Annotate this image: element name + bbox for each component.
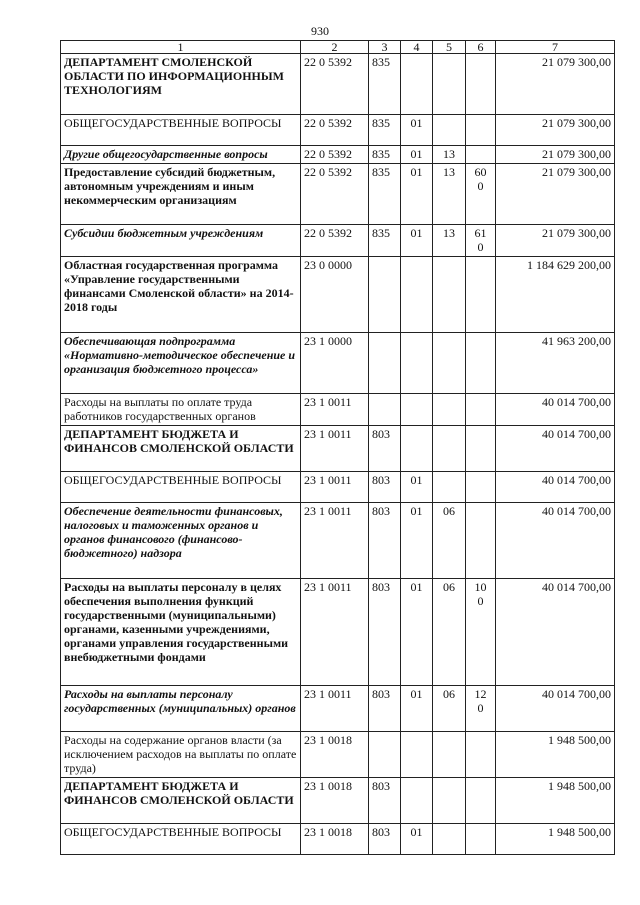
table-body [61,54,615,855]
row-expense-type-code [466,426,496,472]
row-target-code: 23 1 0011 [301,686,369,732]
row-name: ОБЩЕГОСУДАРСТВЕННЫЕ ВОПРОСЫ [61,472,301,503]
row-subsection-code [433,394,466,426]
row-section-code: 01 [401,164,433,225]
row-subsection-code [433,732,466,778]
row-expense-type-code: 61 0 [466,225,496,257]
row-department-code: 803 [369,824,401,855]
row-department-code: 803 [369,426,401,472]
row-department-code: 803 [369,686,401,732]
row-section-code [401,257,433,333]
table-row [61,115,615,146]
row-section-code: 01 [401,579,433,686]
row-amount: 21 079 300,00 [496,146,615,164]
row-department-code: 835 [369,164,401,225]
row-subsection-code [433,426,466,472]
row-name: Обеспечивающая подпрограмма «Нормативно-методическое обеспечение и организация бюджетного процесса» [61,333,301,394]
row-section-code: 01 [401,225,433,257]
table-row [61,54,615,115]
row-department-code: 835 [369,115,401,146]
row-target-code: 23 1 0011 [301,503,369,579]
row-subsection-code: 13 [433,225,466,257]
table-row [61,824,615,855]
row-subsection-code [433,824,466,855]
row-expense-type-code [466,115,496,146]
row-expense-type-code [466,257,496,333]
table-row [61,394,615,426]
row-section-code: 01 [401,115,433,146]
row-subsection-code [433,54,466,115]
row-name: ОБЩЕГОСУДАРСТВЕННЫЕ ВОПРОСЫ [61,824,301,855]
row-section-code [401,394,433,426]
column-number-5: 5 [433,41,466,54]
row-name: ОБЩЕГОСУДАРСТВЕННЫЕ ВОПРОСЫ [61,115,301,146]
row-section-code [401,426,433,472]
row-subsection-code [433,115,466,146]
row-target-code: 23 1 0011 [301,426,369,472]
row-amount: 41 963 200,00 [496,333,615,394]
row-expense-type-code [466,732,496,778]
row-amount: 40 014 700,00 [496,426,615,472]
table-row [61,225,615,257]
row-name: Расходы на выплаты персоналу в целях обеспечения выполнения функций государственными (муниципальными) органами, казенными учреждениями, органами управления государственными внебюджетными фондами [61,579,301,686]
row-expense-type-code [466,333,496,394]
row-name: Обеспечение деятельности финансовых, налоговых и таможенных органов и органов финансового (финансово-бюджетного) надзора [61,503,301,579]
row-expense-type-code [466,503,496,579]
table-row [61,257,615,333]
row-subsection-code [433,257,466,333]
table-row [61,503,615,579]
row-section-code: 01 [401,472,433,503]
row-target-code: 23 1 0011 [301,579,369,686]
row-subsection-code: 06 [433,686,466,732]
row-section-code [401,732,433,778]
row-target-code: 23 1 0018 [301,824,369,855]
row-department-code [369,333,401,394]
row-amount: 40 014 700,00 [496,503,615,579]
row-subsection-code: 06 [433,503,466,579]
row-name: ДЕПАРТАМЕНТ БЮДЖЕТА И ФИНАНСОВ СМОЛЕНСКОЙ ОБЛАСТИ [61,426,301,472]
row-expense-type-code: 12 0 [466,686,496,732]
row-department-code [369,732,401,778]
page-number: 930 [311,24,329,38]
row-section-code [401,778,433,824]
row-name: Предоставление субсидий бюджетным, автономным учреждениям и иным некоммерческим организациям [61,164,301,225]
row-target-code: 22 0 5392 [301,146,369,164]
row-amount: 1 948 500,00 [496,778,615,824]
row-amount: 40 014 700,00 [496,472,615,503]
row-name: Другие общегосударственные вопросы [61,146,301,164]
row-subsection-code [433,472,466,503]
row-expense-type-code [466,394,496,426]
budget-table [60,40,615,855]
row-name: Расходы на содержание органов власти (за исключением расходов на выплаты по оплате труда) [61,732,301,778]
row-name: ДЕПАРТАМЕНТ СМОЛЕНСКОЙ ОБЛАСТИ ПО ИНФОРМАЦИОННЫМ ТЕХНОЛОГИЯМ [61,54,301,115]
row-target-code: 22 0 5392 [301,164,369,225]
row-department-code: 803 [369,503,401,579]
row-amount: 40 014 700,00 [496,686,615,732]
row-section-code: 01 [401,503,433,579]
row-section-code: 01 [401,824,433,855]
row-amount: 21 079 300,00 [496,115,615,146]
row-expense-type-code [466,824,496,855]
row-name: Расходы на выплаты персоналу государственных (муниципальных) органов [61,686,301,732]
column-number-1: 1 [61,41,301,54]
row-amount: 1 948 500,00 [496,732,615,778]
row-department-code: 835 [369,54,401,115]
row-expense-type-code [466,778,496,824]
row-section-code [401,54,433,115]
row-amount: 1 184 629 200,00 [496,257,615,333]
row-amount: 1 948 500,00 [496,824,615,855]
row-target-code: 23 1 0011 [301,472,369,503]
row-name: Субсидии бюджетным учреждениям [61,225,301,257]
column-number-6: 6 [466,41,496,54]
row-amount: 21 079 300,00 [496,164,615,225]
row-amount: 21 079 300,00 [496,225,615,257]
row-amount: 40 014 700,00 [496,579,615,686]
row-department-code: 803 [369,778,401,824]
row-department-code: 803 [369,472,401,503]
row-subsection-code: 06 [433,579,466,686]
row-subsection-code: 13 [433,164,466,225]
column-number-4: 4 [401,41,433,54]
column-number-7: 7 [496,41,615,54]
column-number-3: 3 [369,41,401,54]
row-amount: 40 014 700,00 [496,394,615,426]
row-amount: 21 079 300,00 [496,54,615,115]
row-target-code: 22 0 5392 [301,54,369,115]
table-row [61,778,615,824]
row-target-code: 23 1 0011 [301,394,369,426]
row-section-code [401,333,433,394]
row-name: Областная государственная программа «Управление государственными финансами Смоленской области» на 2014-2018 годы [61,257,301,333]
row-expense-type-code [466,54,496,115]
row-subsection-code [433,778,466,824]
row-department-code [369,394,401,426]
row-target-code: 22 0 5392 [301,225,369,257]
row-expense-type-code [466,472,496,503]
row-department-code: 835 [369,225,401,257]
row-target-code: 23 1 0018 [301,778,369,824]
column-number-2: 2 [301,41,369,54]
row-department-code: 835 [369,146,401,164]
table-row [61,426,615,472]
table-row [61,686,615,732]
row-department-code [369,257,401,333]
row-department-code: 803 [369,579,401,686]
table-header-row [61,41,615,54]
table-row [61,333,615,394]
table-row [61,164,615,225]
row-name: ДЕПАРТАМЕНТ БЮДЖЕТА И ФИНАНСОВ СМОЛЕНСКОЙ ОБЛАСТИ [61,778,301,824]
row-expense-type-code [466,146,496,164]
row-expense-type-code: 60 0 [466,164,496,225]
table-row [61,732,615,778]
row-target-code: 23 1 0000 [301,333,369,394]
row-target-code: 23 0 0000 [301,257,369,333]
row-name: Расходы на выплаты по оплате труда работников государственных органов [61,394,301,426]
table-row [61,146,615,164]
table-row [61,472,615,503]
row-target-code: 23 1 0018 [301,732,369,778]
row-expense-type-code: 10 0 [466,579,496,686]
table-row [61,579,615,686]
row-subsection-code [433,333,466,394]
row-target-code: 22 0 5392 [301,115,369,146]
row-subsection-code: 13 [433,146,466,164]
row-section-code: 01 [401,686,433,732]
row-section-code: 01 [401,146,433,164]
